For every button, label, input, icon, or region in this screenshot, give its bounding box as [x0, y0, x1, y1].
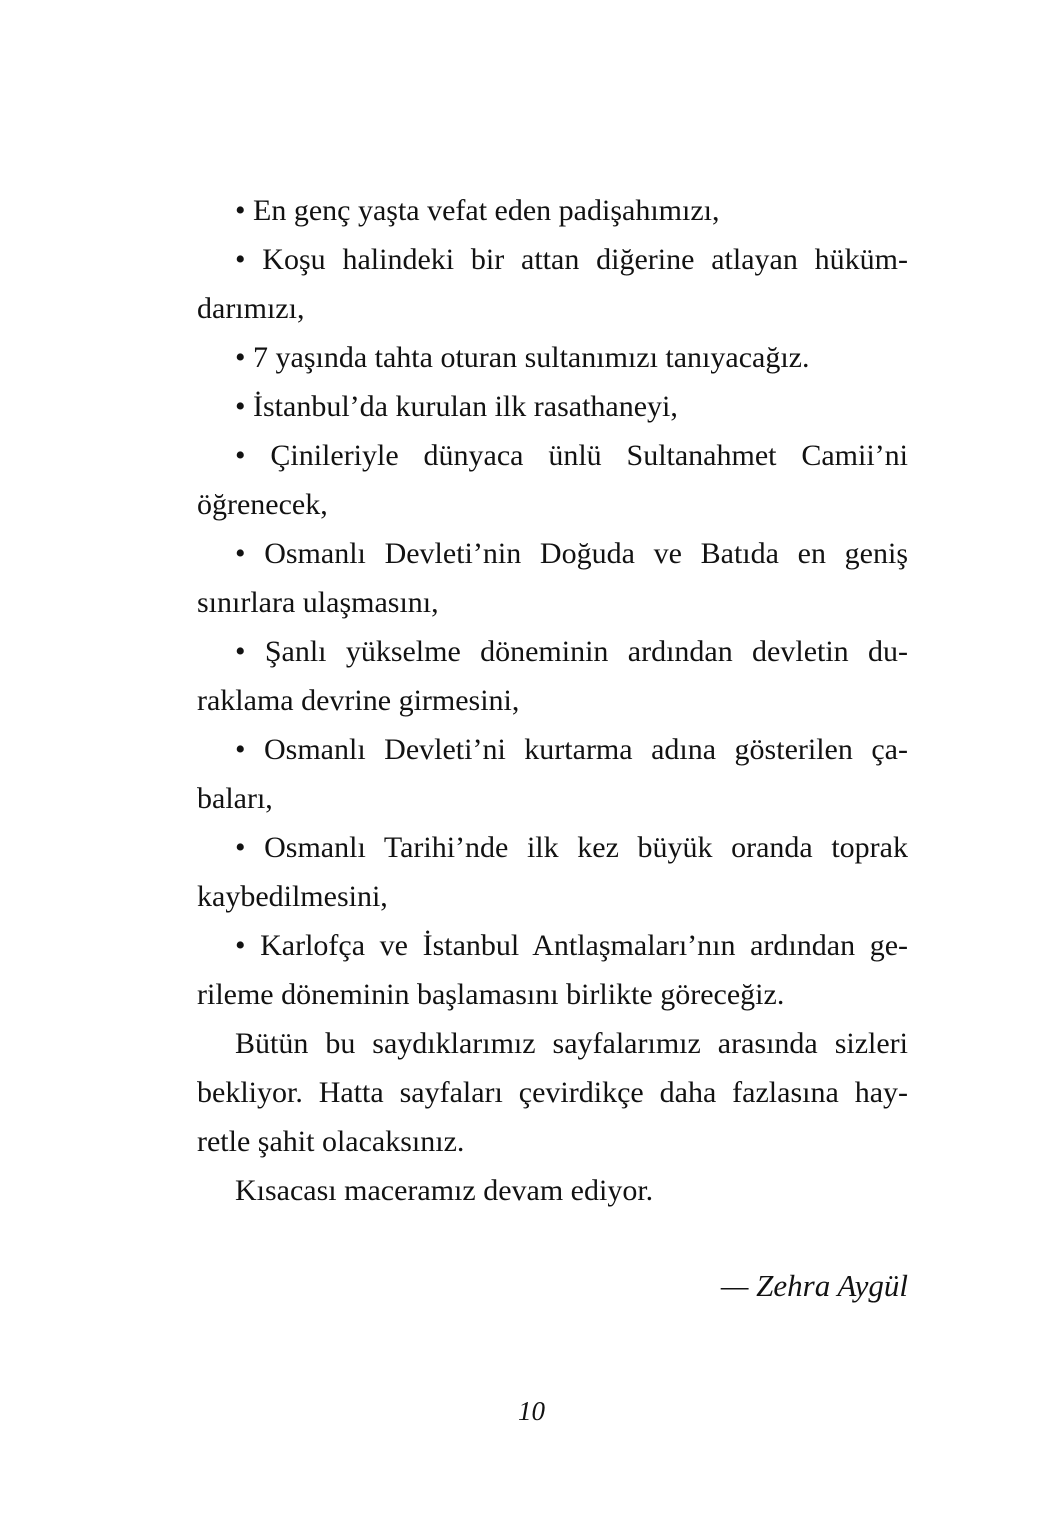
text-line: • Karlofça ve İstanbul Antlaşmaları’nın ardından ge- — [235, 929, 908, 962]
author-signature: — Zehra Aygül — [720, 1268, 908, 1303]
text-line: • Çinileriyle dünyaca ünlü Sultanahmet Camii’ni — [235, 439, 908, 472]
text-line: sınırlara ulaşmasını, — [197, 586, 439, 619]
text-line: • Şanlı yükselme döneminin ardından devletin du- — [235, 635, 908, 668]
text-line: • Osmanlı Devleti’ni kurtarma adına gösterilen ça- — [235, 733, 908, 766]
text-line: retle şahit olacaksınız. — [197, 1125, 465, 1158]
text-line: • Koşu halindeki bir attan diğerine atlayan hüküm- — [235, 243, 908, 276]
text-line: darımızı, — [197, 292, 305, 325]
page-number: 10 — [518, 1396, 545, 1426]
text-line: rileme döneminin başlamasını birlikte göreceğiz. — [197, 978, 785, 1011]
text-line: bekliyor. Hatta sayfaları çevirdikçe daha fazlasına hay- — [197, 1076, 908, 1109]
text-line: Kısacası maceramız devam ediyor. — [235, 1174, 654, 1207]
text-block — [197, 186, 908, 1215]
text-line: öğrenecek, — [197, 488, 328, 521]
text-line: raklama devrine girmesini, — [197, 684, 520, 717]
text-line: • 7 yaşında tahta oturan sultanımızı tanıyacağız. — [235, 341, 810, 374]
text-line: baları, — [197, 782, 273, 815]
text-line: • En genç yaşta vefat eden padişahımızı, — [235, 194, 720, 227]
text-line: Bütün bu saydıklarımız sayfalarımız arasında sizleri — [235, 1027, 908, 1060]
text-line: • Osmanlı Tarihi’nde ilk kez büyük oranda toprak — [235, 831, 908, 864]
text-line: kaybedilmesini, — [197, 880, 388, 913]
text-line: • İstanbul’da kurulan ilk rasathaneyi, — [235, 390, 678, 423]
text-line: • Osmanlı Devleti’nin Doğuda ve Batıda en geniş — [235, 537, 908, 570]
